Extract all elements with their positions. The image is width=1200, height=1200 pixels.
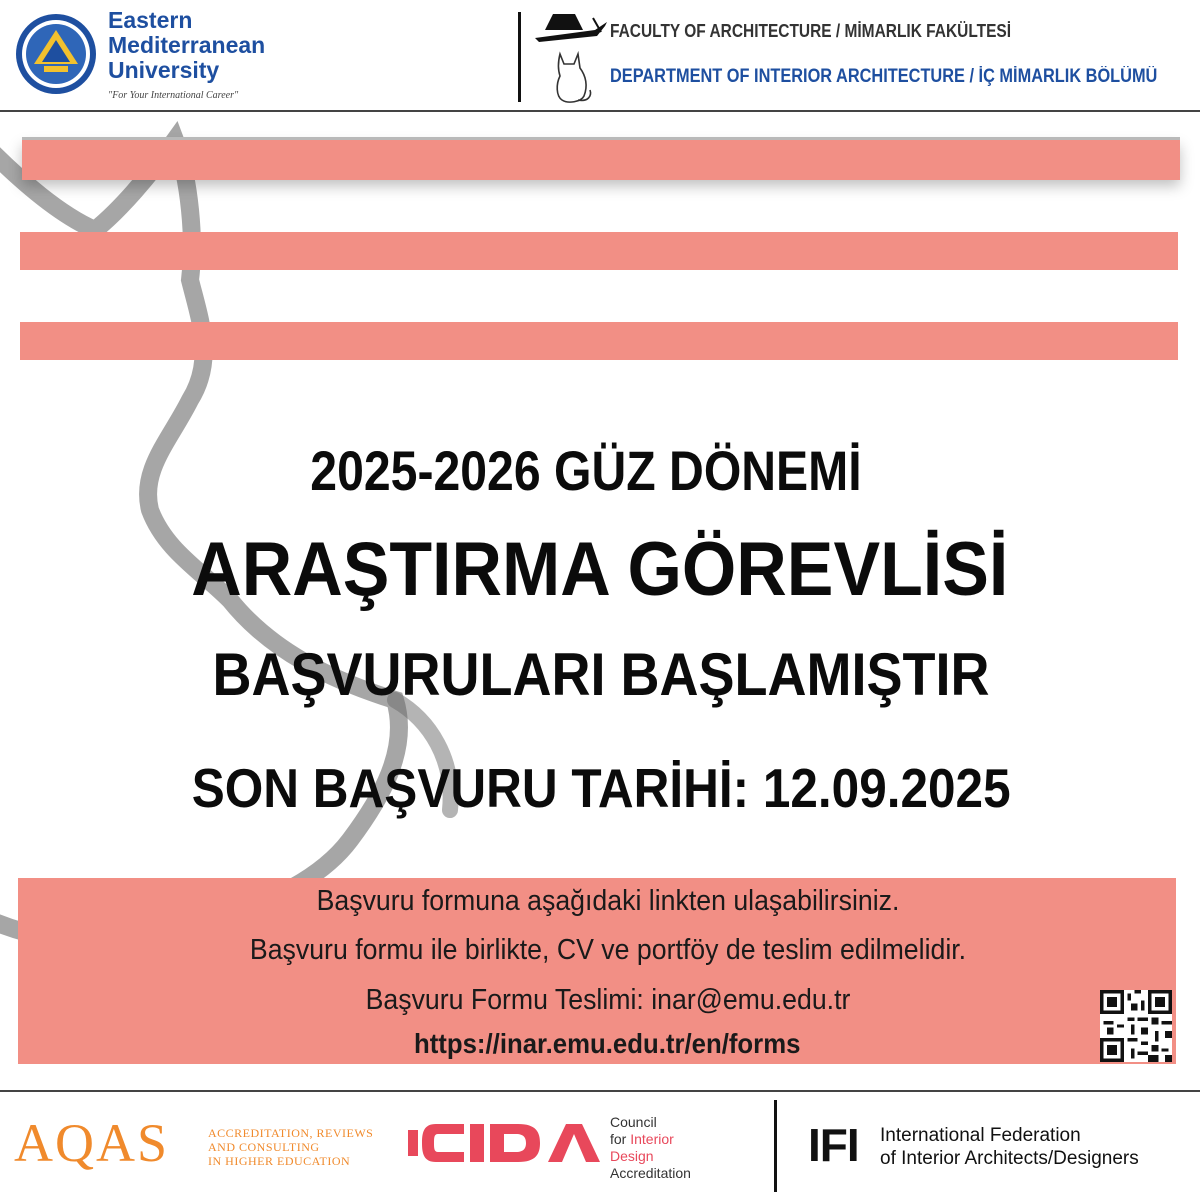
semester-title: 2025-2026 GÜZ DÖNEMİ: [310, 439, 862, 502]
aqas-subtitle-line1: ACCREDITATION, REVIEWS: [208, 1126, 374, 1140]
decor-stripe-3: [20, 322, 1178, 360]
aqas-subtitle: [208, 1126, 373, 1168]
ifi-logo: IFI: [808, 1119, 859, 1171]
department-name: DEPARTMENT OF INTERIOR ARCHITECTURE / İÇ MİMARLIK BÖLÜMÜ: [610, 66, 1158, 87]
cida-subtitle-line3: Design: [610, 1148, 654, 1164]
emu-logo-icon: [14, 12, 98, 96]
university-name-line2: Mediterranean: [108, 32, 266, 58]
header: [0, 0, 1200, 112]
footer-divider: [0, 1090, 1200, 1092]
hat-icon: [535, 12, 607, 46]
university-tagline: "For Your International Career": [108, 90, 239, 101]
deadline-title: SON BAŞVURU TARİHİ: 12.09.2025: [191, 757, 1011, 819]
header-divider: [518, 12, 521, 102]
info-line-form: Başvuru formuna aşağıdaki linkten ulaşabilirsiniz.: [316, 885, 900, 917]
info-line-email: Başvuru Formu Teslimi: inar@emu.edu.tr: [365, 984, 851, 1016]
cida-subtitle-line1: Council: [610, 1114, 657, 1130]
forms-link[interactable]: https://inar.emu.edu.tr/en/forms: [413, 1028, 801, 1059]
cida-subtitle-for: for: [610, 1131, 631, 1147]
cida-logo-icon: [406, 1116, 606, 1170]
cida-subtitle: [610, 1114, 691, 1182]
cida-subtitle-line2: [610, 1131, 691, 1148]
footer-vertical-divider: [774, 1100, 777, 1192]
qr-code-icon: [1098, 990, 1174, 1062]
ifi-subtitle-line2: of Interior Architects/Designers: [880, 1148, 1139, 1169]
position-title: ARAŞTIRMA GÖREVLİSİ: [191, 527, 1009, 612]
ifi-subtitle-line1: International Federation: [880, 1125, 1081, 1146]
info-line-documents: Başvuru formu ile birlikte, CV ve portföy de teslim edilmelidir.: [249, 934, 967, 966]
aqas-logo: AQAS: [14, 1113, 170, 1173]
university-name-line3: University: [108, 57, 220, 83]
aqas-subtitle-line3: IN HIGHER EDUCATION: [208, 1154, 351, 1168]
ifi-subtitle: [880, 1124, 1139, 1170]
decor-stripe-2: [20, 232, 1178, 270]
decor-stripe-1: [22, 140, 1180, 180]
faculty-name: FACULTY OF ARCHITECTURE / MİMARLIK FAKÜLTESİ: [610, 21, 1012, 41]
cat-icon: [548, 50, 594, 106]
applications-open-title: BAŞVURULARI BAŞLAMIŞTIR: [212, 641, 990, 708]
university-name-line1: Eastern: [108, 7, 193, 33]
cida-subtitle-line4: Accreditation: [610, 1165, 691, 1181]
university-name: [108, 8, 265, 83]
cida-subtitle-interior: Interior: [630, 1131, 674, 1147]
aqas-subtitle-line2: AND CONSULTING: [208, 1140, 320, 1154]
